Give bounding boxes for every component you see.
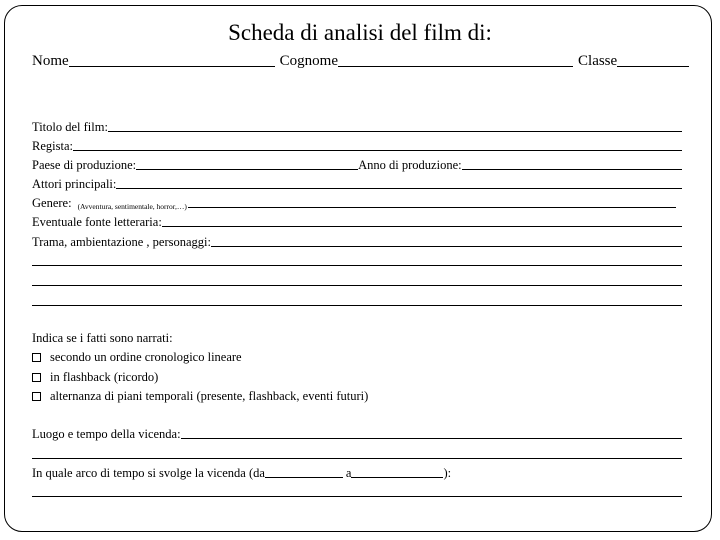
attori-row <box>32 174 682 192</box>
arco-da-field[interactable] <box>265 477 343 478</box>
option-linear-label: secondo un ordine cronologico lineare <box>50 350 242 364</box>
arco-prefix: In quale arco di tempo si svolge la vicenda (da <box>32 466 265 480</box>
attori-label: Attori principali: <box>32 177 117 191</box>
student-row <box>32 48 689 70</box>
genere-label: Genere: <box>32 196 72 210</box>
option-alternanza[interactable] <box>32 386 682 404</box>
titolo-label: Titolo del film: <box>32 120 108 134</box>
regista-row <box>32 136 682 154</box>
regista-field[interactable] <box>73 150 682 151</box>
attori-field[interactable] <box>116 188 682 189</box>
arco-row <box>32 463 682 481</box>
regista-label: Regista: <box>32 139 73 153</box>
titolo-row <box>32 117 682 135</box>
option-alternanza-label: alternanza di piani temporali (presente, flashback, eventi futuri) <box>50 389 369 403</box>
arco-line-2[interactable] <box>32 496 682 497</box>
luogo-row <box>32 424 682 442</box>
narration-question <box>32 328 682 346</box>
luogo-label: Luogo e tempo della vicenda: <box>32 427 181 441</box>
luogo-field[interactable] <box>181 438 682 439</box>
fonte-field[interactable] <box>162 226 682 227</box>
produzione-row <box>32 155 682 173</box>
nome-label: Nome <box>32 53 69 69</box>
option-linear[interactable] <box>32 347 682 365</box>
checkbox-alternanza[interactable] <box>32 392 41 401</box>
cognome-label: Cognome <box>279 53 339 69</box>
luogo-line-2[interactable] <box>32 458 682 459</box>
paese-field[interactable] <box>136 169 358 170</box>
option-flashback[interactable] <box>32 367 682 385</box>
arco-suffix: ): <box>443 466 452 480</box>
classe-label: Classe <box>578 53 618 69</box>
trama-label: Trama, ambientazione , personaggi: <box>32 235 212 249</box>
narration-question-label: Indica se i fatti sono narrati: <box>32 331 173 345</box>
paese-label: Paese di produzione: <box>32 158 137 172</box>
genere-field[interactable] <box>188 207 676 208</box>
trama-line-3[interactable] <box>32 285 682 286</box>
checkbox-flashback[interactable] <box>32 373 41 382</box>
fonte-row <box>32 212 682 230</box>
anno-field[interactable] <box>462 169 682 170</box>
checkbox-linear[interactable] <box>32 353 41 362</box>
genere-hint: (Avventura, sentimentale, horror,…) <box>77 202 187 211</box>
anno-label: Anno di produzione: <box>358 158 462 172</box>
cognome-field[interactable] <box>338 66 573 67</box>
trama-line-2[interactable] <box>32 265 682 266</box>
form-frame <box>4 5 712 532</box>
form-title: Scheda di analisi del film di: <box>228 20 492 45</box>
arco-a-field[interactable] <box>351 477 443 478</box>
genere-row <box>32 193 676 211</box>
trama-row <box>32 232 682 250</box>
arco-middle: a <box>345 466 352 480</box>
trama-line-4[interactable] <box>32 305 682 306</box>
nome-field[interactable] <box>69 66 275 67</box>
classe-field[interactable] <box>617 66 689 67</box>
option-flashback-label: in flashback (ricordo) <box>50 370 159 384</box>
trama-field[interactable] <box>211 246 682 247</box>
titolo-field[interactable] <box>108 131 682 132</box>
fonte-label: Eventuale fonte letteraria: <box>32 215 162 229</box>
